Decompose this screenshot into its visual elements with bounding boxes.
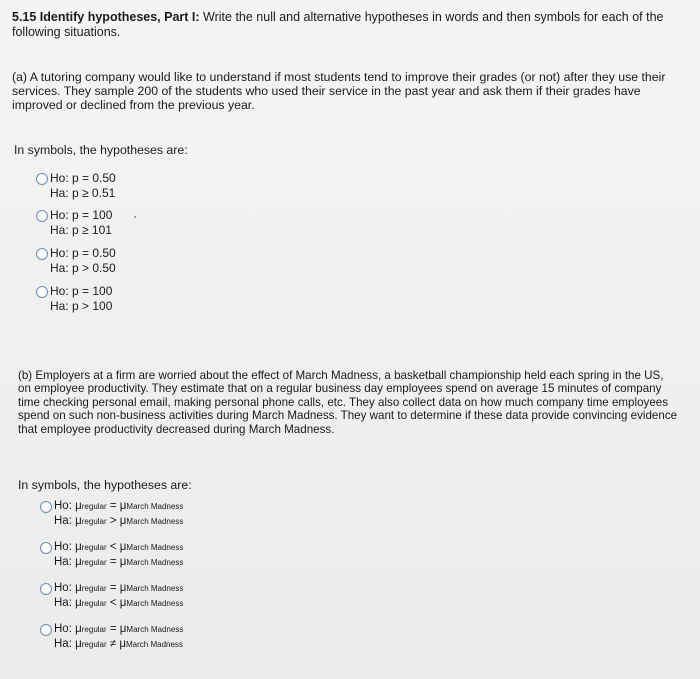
subscript-march: March Madness xyxy=(126,584,184,593)
ha-prefix: Ha: xyxy=(54,556,72,568)
null-hypothesis xyxy=(54,581,183,596)
mu-symbol: μ xyxy=(75,515,82,527)
radio-button[interactable] xyxy=(40,624,52,636)
operator: < xyxy=(109,597,117,609)
problem-title-rest: Write the null and alternative hypotheses in words and then symbols for each of the following situations. xyxy=(12,10,664,39)
ha-prefix: Ha: xyxy=(54,597,72,609)
part-b-text: (b) Employers at a firm are worried about the effect of March Madness, a basketball championship held each spring in the US, on employee productivity. They estimate that on a regular business day employees spend on average 15 minutes of company time checking personal email, making personal phone calls, etc. They also collect data on how much company time employees spend on such non-business activities during March Madness. They want to determine if these data provide convincing evidence that employee productivity decreased during March Madness. xyxy=(18,369,678,436)
operator: = xyxy=(109,582,117,594)
part-a-prompt: In symbols, the hypotheses are: xyxy=(14,143,188,157)
ha-prefix: Ha: xyxy=(54,515,72,527)
ha-prefix: Ha: xyxy=(54,638,72,650)
mu-symbol: μ xyxy=(119,623,127,635)
null-hypothesis: Ho: p = 0.50 xyxy=(50,171,116,185)
radio-button[interactable] xyxy=(36,286,48,298)
operator: = xyxy=(109,500,117,512)
subscript-regular: regular xyxy=(81,599,107,608)
h0-prefix: Ho: xyxy=(54,623,72,635)
null-hypothesis: Ho: p = 100 xyxy=(50,284,113,298)
part-b-prompt: In symbols, the hypotheses are: xyxy=(18,478,192,492)
mu-symbol: μ xyxy=(75,582,82,594)
mu-symbol: μ xyxy=(119,597,127,609)
part-a-option-3[interactable] xyxy=(36,246,116,275)
subscript-march: March Madness xyxy=(126,599,184,608)
subscript-regular: regular xyxy=(81,640,107,649)
null-hypothesis xyxy=(54,499,183,514)
radio-button[interactable] xyxy=(36,210,48,222)
stray-dot xyxy=(134,216,136,218)
null-hypothesis: Ho: p = 0.50 xyxy=(50,246,116,260)
alt-hypothesis xyxy=(54,596,183,611)
h0-prefix: Ho: xyxy=(54,541,72,553)
subscript-march: March Madness xyxy=(126,543,184,552)
alt-hypothesis: Ha: p ≥ 0.51 xyxy=(50,185,116,200)
subscript-march: March Madness xyxy=(126,502,184,511)
radio-button[interactable] xyxy=(40,542,52,554)
radio-button[interactable] xyxy=(36,173,48,185)
radio-button[interactable] xyxy=(36,248,48,260)
mu-symbol: μ xyxy=(75,500,82,512)
alt-hypothesis xyxy=(54,637,183,652)
operator: > xyxy=(109,515,117,527)
part-a-option-1[interactable] xyxy=(36,171,116,200)
part-a-option-2[interactable] xyxy=(36,208,112,237)
problem-title xyxy=(12,10,682,40)
operator: = xyxy=(109,623,117,635)
h0-prefix: Ho: xyxy=(54,582,72,594)
mu-symbol: μ xyxy=(75,623,82,635)
mu-symbol: μ xyxy=(119,541,127,553)
alt-hypothesis: Ha: p > 100 xyxy=(50,298,113,313)
mu-symbol: μ xyxy=(119,500,127,512)
part-a-text: (a) A tutoring company would like to understand if most students tend to improve their grades (or not) after they use their services. They sample 200 of the students who used their service in the past year and ask them if their grades have improved or declined from the previous year. xyxy=(12,70,666,113)
part-a-option-4[interactable] xyxy=(36,284,112,313)
subscript-march: March Madness xyxy=(126,558,184,567)
null-hypothesis: Ho: p = 100 xyxy=(50,208,113,222)
alt-hypothesis xyxy=(54,514,183,529)
null-hypothesis xyxy=(54,540,183,555)
mu-symbol: μ xyxy=(75,541,82,553)
radio-button[interactable] xyxy=(40,583,52,595)
subscript-regular: regular xyxy=(81,502,107,511)
part-b-option-3[interactable] xyxy=(40,581,183,611)
operator: < xyxy=(109,541,117,553)
mu-symbol: μ xyxy=(119,556,127,568)
alt-hypothesis: Ha: p > 0.50 xyxy=(50,260,116,275)
mu-symbol: μ xyxy=(119,515,127,527)
operator: ≠ xyxy=(109,638,117,650)
mu-symbol: μ xyxy=(75,597,82,609)
alt-hypothesis: Ha: p ≥ 101 xyxy=(50,222,112,237)
problem-title-bold: 5.15 Identify hypotheses, Part I: xyxy=(12,10,200,24)
mu-symbol: μ xyxy=(119,582,127,594)
subscript-regular: regular xyxy=(81,543,107,552)
subscript-regular: regular xyxy=(81,558,107,567)
null-hypothesis xyxy=(54,622,183,637)
operator: = xyxy=(109,556,117,568)
alt-hypothesis xyxy=(54,555,183,570)
mu-symbol: μ xyxy=(75,638,82,650)
radio-button[interactable] xyxy=(40,501,52,513)
mu-symbol: μ xyxy=(75,556,82,568)
subscript-march: March Madness xyxy=(126,640,183,649)
h0-prefix: Ho: xyxy=(54,500,72,512)
mu-symbol: μ xyxy=(119,638,127,650)
subscript-regular: regular xyxy=(81,584,107,593)
subscript-march: March Madness xyxy=(126,625,184,634)
subscript-regular: regular xyxy=(81,625,107,634)
part-b-option-4[interactable] xyxy=(40,622,183,652)
subscript-march: March Madness xyxy=(126,517,184,526)
part-b-option-2[interactable] xyxy=(40,540,183,570)
subscript-regular: regular xyxy=(81,517,107,526)
part-b-option-1[interactable] xyxy=(40,499,183,529)
